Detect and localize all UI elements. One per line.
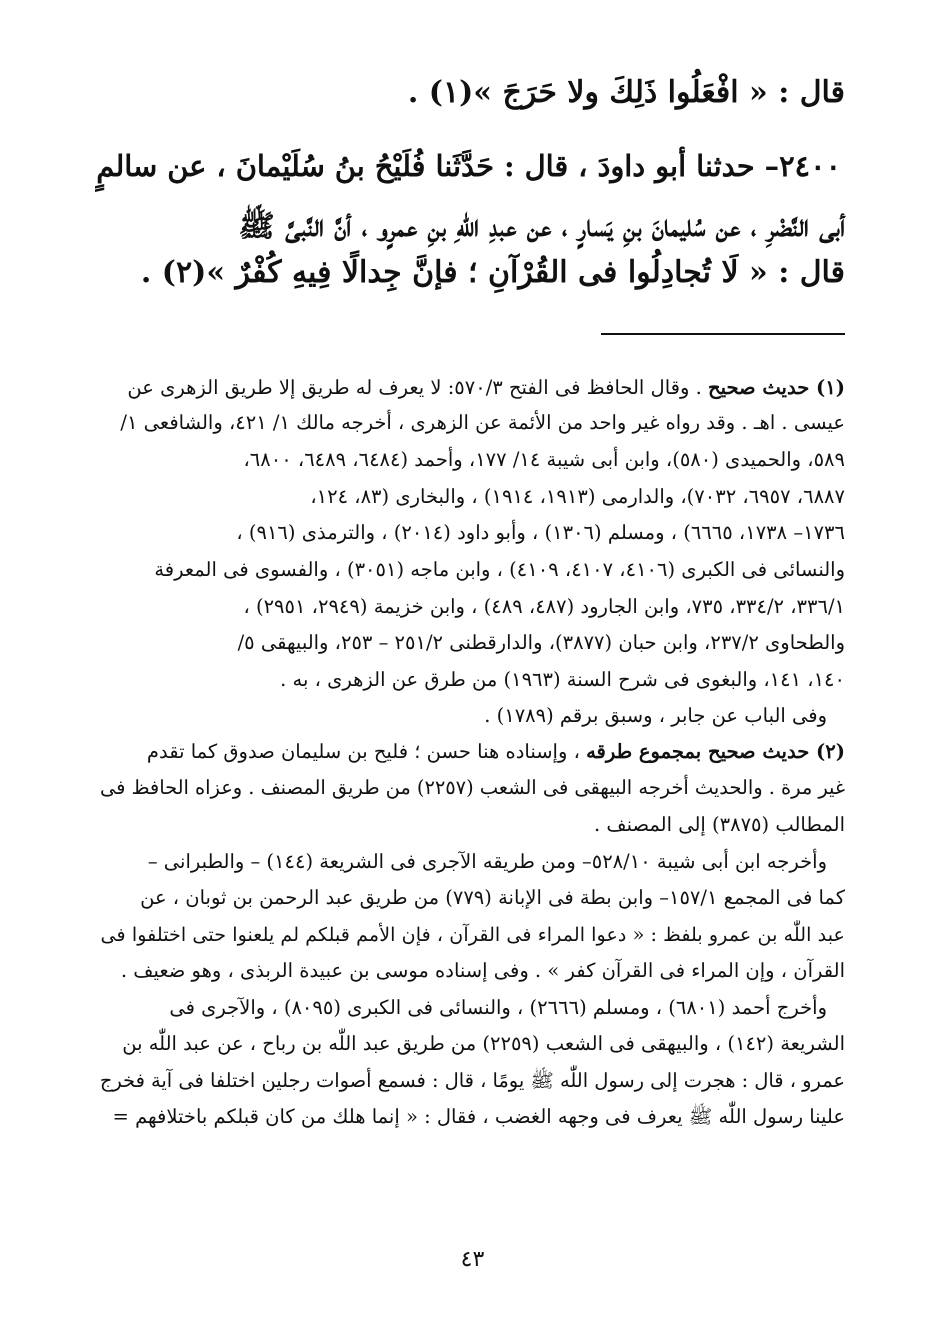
- page-number: ٤٣: [460, 1247, 485, 1272]
- footnote-1-line-8: والطحاوى ٢٣٧/٢، وابن حبان (٣٨٧٧)، والدارقطنى ٢٥١/٢ – ٢٥٣، والبيهقى ٥/: [237, 631, 845, 654]
- footnote-1-line-9: ١٤٠، ١٤١، والبغوى فى شرح السنة (١٩٦٣) من طرق عن الزهرى ، به .: [280, 668, 845, 691]
- footnote-1-line-10: وفى الباب عن جابر ، وسبق برقم (١٧٨٩) .: [484, 704, 827, 727]
- footnote-1-line-7: ٣٣٦/١، ٣٣٤/٢، ٧٣٥، وابن الجارود (٤٨٧، ٤٨٩) ، وابن خزيمة (٢٩٤٩، ٢٩٥١) ،: [243, 595, 845, 618]
- footnote-2-text: ، وإسناده هنا حسن ؛ فليح بن سليمان صدوق كما تقدم: [146, 740, 580, 763]
- footnote-1-line-2: عيسى . اهـ . وقد رواه غير واحد من الأئمة عن الزهرى ، أخرجه مالك ١/ ٤٢١، والشافعى ١/: [120, 411, 845, 434]
- footnote-2-line-7: القرآن ، وإن المراء فى القرآن كفر » . وفى إسناده موسى بن عبيدة الربذى ، وهو ضعيف .: [120, 959, 845, 982]
- footnote-1-text: . وقال الحافظ فى الفتح ٥٧٠/٣: لا يعرف له طريق إلا طريق الزهرى عن: [127, 376, 702, 399]
- footnote-1-label: (١) حديث صحيح: [707, 376, 845, 399]
- footnote-2-label: (٢) حديث صحيح بمجموع طرقه: [586, 740, 845, 763]
- footnote-2-line-5: كما فى المجمع ١٥٧/١– وابن بطة فى الإبانة (٧٧٩) من طريق عبد الرحمن بن ثوبان ، عن: [140, 886, 845, 909]
- footnote-2-line-1: [147, 742, 845, 762]
- footnote-2-line-2: غير مرة . والحديث أخرجه البيهقى فى الشعب (٢٢٥٧) من طريق المصنف . وعزاه الحافظ فى: [100, 776, 845, 799]
- main-text-line-3: أبى النَّضْرِ ، عن سُليمانَ بنِ يَسارٍ ، عن عبدِ اللّٰهِ بنِ عمرٍو ، أنَّ النَّبىَّ ﷺ: [238, 209, 845, 244]
- footnote-1-line-1: [127, 378, 845, 398]
- main-text-line-2: [96, 149, 841, 183]
- footnote-1-line-3: ٥٨٩، والحميدى (٥٨٠)، وابن أبى شيبة ١٤/ ١٧٧، وأحمد (٦٤٨٤، ٦٤٨٩، ٦٨٠٠،: [243, 448, 845, 471]
- footnote-2-line-3: المطالب (٣٨٧٥) إلى المصنف .: [593, 813, 845, 836]
- footnote-1-line-5: ١٧٣٦– ١٧٣٨، ٦٦٦٥) ، ومسلم (١٣٠٦) ، وأبو داود (٢٠١٤) ، والترمذى (٩١٦) ،: [236, 521, 845, 544]
- footnote-2-line-6: عبد اللّٰه بن عمرو بلفظ : « دعوا المراء فى القرآن ، فإن الأمم قبلكم لم يلعنوا حتى اختلفوا فى: [100, 923, 845, 946]
- footnote-2-line-10: عمرو ، قال : هجرت إلى رسول اللّٰه ﷺ يومًا ، قال : فسمع أصوات رجلين اختلفا فى آية فخرج: [99, 1069, 845, 1092]
- hadith-number: ٢٤٠٠–: [764, 149, 841, 183]
- footnote-1-line-4: ٦٨٨٧، ٦٩٥٧، ٧٠٣٢)، والدارمى (١٩١٣، ١٩١٤) ، والبخارى (٨٣، ١٢٤،: [310, 485, 845, 508]
- footnote-2-line-11: علينا رسول اللّٰه ﷺ يعرف فى وجهه الغضب ، فقال : « إنما هلك من كان قبلكم باختلافهم =: [112, 1105, 845, 1128]
- footnote-2-line-8: وأخرج أحمد (٦٨٠١) ، ومسلم (٢٦٦٦) ، والنسائى فى الكبرى (٨٠٩٥) ، والآجرى فى: [169, 996, 827, 1019]
- footnote-divider: [601, 333, 845, 335]
- main-text-line-4: قال : « لَا تُجادِلُوا فى القُرْآنِ ؛ فإنَّ جِدالًا فِيهِ كُفْرٌ »(٢) .: [140, 255, 845, 290]
- footnote-1-line-6: والنسائى فى الكبرى (٤١٠٦، ٤١٠٧، ٤١٠٩) ، وابن ماجه (٣٠٥١) ، والفسوى فى المعرفة: [154, 558, 845, 581]
- footnote-2-line-4: وأخرجه ابن أبى شيبة ٥٢٨/١٠– ومن طريقه الآجرى فى الشريعة (١٤٤) – والطبرانى –: [147, 850, 827, 873]
- main-text-line-1: قال : « افْعَلُوا ذَلِكَ ولا حَرَجَ »(١) .: [407, 75, 845, 110]
- footnote-2-line-9: الشريعة (١٤٢) ، والبيهقى فى الشعب (٢٢٥٩) من طريق عبد اللّٰه بن رباح ، عن عبد اللّٰه بن: [122, 1032, 845, 1055]
- hadith-opening-text: حدثنا أبو داودَ ، قال : حَدَّثَنا فُلَيْحُ بنُ سُلَيْمانَ ، عن سالمٍ: [96, 149, 755, 183]
